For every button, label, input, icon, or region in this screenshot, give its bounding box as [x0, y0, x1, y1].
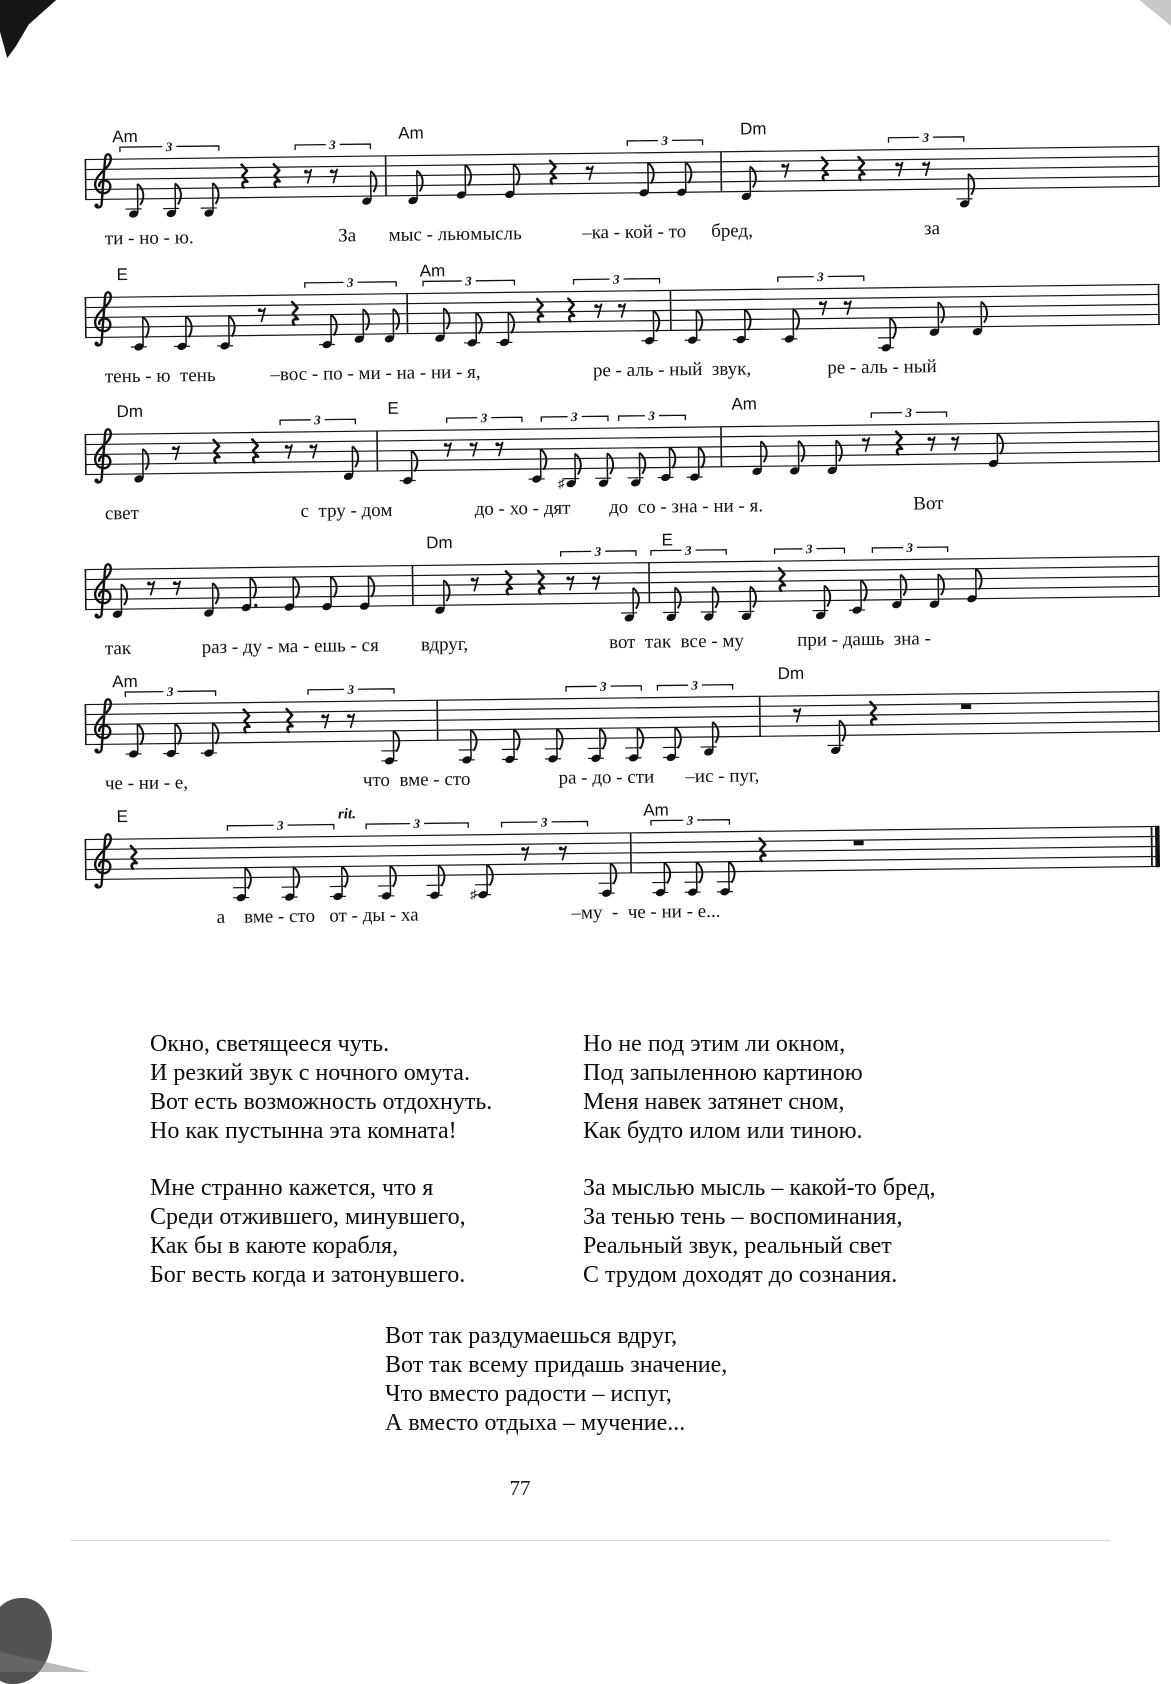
eighth-note — [652, 862, 670, 897]
lyric-syllable: мыс - лью — [389, 224, 471, 247]
chord-label: Dm — [778, 664, 805, 683]
lyric-syllable: свет — [105, 503, 139, 525]
poem-line: Вот так раздумаешься вдруг, — [385, 1322, 727, 1351]
eighth-note — [125, 724, 143, 759]
lyric-syllable: мысль — [470, 223, 522, 246]
triplet-numeral: 3 — [328, 137, 336, 152]
staff-line — [85, 186, 1160, 199]
triplet-bracket — [778, 269, 864, 285]
staff-line — [85, 586, 1160, 599]
lyric-syllable: Вот — [913, 493, 944, 515]
staff-line — [85, 566, 1160, 579]
eighth-note — [496, 312, 514, 347]
poem-line: С трудом доходят до сознания. — [583, 1261, 936, 1290]
page-number: 77 — [460, 1476, 580, 1501]
staff-system-3 — [84, 391, 1161, 539]
staff-system-4 — [84, 526, 1161, 674]
poem-line: Вот так всему придашь значение, — [385, 1351, 727, 1380]
staff-line — [85, 441, 1160, 454]
lyric-syllable: тень - ю тень — [105, 365, 216, 388]
eighth-note — [281, 867, 299, 902]
scan-artifact-top-right — [1126, 0, 1171, 26]
staff-system-5 — [84, 661, 1161, 809]
staff-line — [85, 836, 1160, 849]
triplet-bracket — [566, 678, 641, 694]
staff-system-2 — [84, 254, 1161, 402]
triplet-numeral: 3 — [684, 543, 692, 558]
chord-label: Dm — [116, 402, 143, 421]
half-rest — [961, 704, 971, 709]
triplet-numeral: 3 — [922, 130, 930, 145]
triplet-bracket — [774, 541, 844, 557]
poem-stanza — [583, 1174, 936, 1290]
triplet-bracket — [872, 540, 947, 556]
staff-line — [85, 576, 1160, 589]
eighth-note — [200, 723, 218, 758]
lyric-syllable: ти - но - ю. — [105, 227, 194, 250]
chord-label: Am — [731, 394, 757, 413]
poem-line: За тенью тень – воспоминания, — [583, 1203, 936, 1232]
triplet-numeral: 3 — [905, 540, 913, 555]
lyric-syllable: –му - че - ни - е... — [571, 901, 720, 925]
eighth-note — [378, 866, 396, 901]
eighth-note — [717, 862, 735, 897]
chord-label: Dm — [426, 533, 453, 552]
staff-line — [85, 826, 1160, 839]
staff-line — [85, 556, 1160, 569]
eighth-note — [686, 447, 704, 482]
sharp-accidental-icon: ♯ — [470, 887, 477, 902]
eighth-note — [217, 316, 235, 351]
final-barline-thick — [1155, 826, 1160, 867]
poem-line: Под запыленною картиною — [583, 1059, 936, 1088]
lyric-syllable: так — [105, 638, 131, 660]
triplet-bracket — [541, 409, 608, 425]
lyric-syllable: че - ни - е, — [105, 772, 188, 795]
triplet-bracket — [573, 271, 659, 287]
triplet-bracket — [366, 815, 468, 831]
lyric-syllable: до - хо - дят — [475, 498, 571, 521]
lyric-syllable: –ка - кой - то — [582, 221, 686, 244]
triplet-bracket — [227, 817, 334, 833]
triplet-bracket — [447, 410, 522, 426]
triplet-numeral: 3 — [690, 678, 698, 693]
triplet-numeral: 3 — [660, 133, 668, 148]
eighth-note — [381, 731, 399, 766]
triplet-numeral: 3 — [612, 272, 620, 287]
triplet-bracket — [280, 412, 355, 428]
poem-line: Окно, светящееся чуть. — [150, 1030, 492, 1059]
eighth-note — [464, 313, 482, 348]
triplet-numeral: 3 — [805, 541, 813, 556]
augmentation-dot — [254, 604, 257, 607]
triplet-numeral: 3 — [166, 684, 174, 699]
eighth-note — [641, 311, 659, 346]
eighth-note — [545, 729, 563, 764]
lyric-syllable: за — [924, 218, 940, 240]
eighth-note — [684, 862, 702, 897]
eighth-note — [163, 723, 181, 758]
scan-edge-line — [70, 1540, 1110, 1541]
lyric-syllable: вдруг, — [421, 634, 469, 657]
lyric-syllable: –вос - по - ми - на - ни - я, — [270, 362, 480, 387]
eighth-note — [459, 730, 477, 765]
sharp-accidental-icon: ♯ — [558, 476, 565, 491]
lyric-syllable: при - дашь зна - — [797, 628, 931, 652]
poem-line: Что вместо радости – испуг, — [385, 1380, 727, 1409]
eighth-note — [330, 866, 348, 901]
poem-line: Среди отжившего, минувшего, — [150, 1203, 492, 1232]
staff-line — [85, 691, 1160, 704]
triplet-bracket — [619, 408, 686, 424]
poem-line: Мне странно кажется, что я — [150, 1174, 492, 1203]
lyric-syllable: что вме - сто — [363, 769, 471, 792]
poem-line: Как бы в каюте корабля, — [150, 1232, 492, 1261]
poem-line: Вот есть возможность отдохнуть. — [150, 1088, 492, 1117]
triplet-numeral: 3 — [313, 412, 321, 427]
triplet-bracket — [295, 137, 370, 153]
chord-label: E — [116, 265, 128, 284]
triplet-numeral: 3 — [599, 679, 607, 694]
eighth-note — [502, 729, 520, 764]
eighth-note — [684, 310, 702, 345]
eighth-note — [426, 865, 444, 900]
eighth-note — [470, 865, 493, 902]
chord-label: Am — [420, 261, 446, 280]
triplet-bracket — [627, 133, 702, 149]
staff-line — [85, 146, 1160, 159]
staff-line — [85, 284, 1160, 297]
lyric-syllable: а вме - сто от - ды - ха — [217, 904, 419, 928]
lyric-syllable: ре - аль - ный — [827, 356, 937, 379]
staff-line — [85, 176, 1160, 189]
staff-line — [85, 421, 1160, 434]
eighth-note — [849, 580, 867, 615]
triplet-numeral: 3 — [540, 814, 548, 829]
triplet-numeral: 3 — [594, 544, 602, 559]
eighth-note — [319, 314, 337, 349]
eighth-note — [598, 863, 616, 898]
lyric-syllable: ре - аль - ный звук, — [593, 358, 752, 382]
poem-column-left — [150, 1030, 492, 1318]
triplet-bracket — [308, 681, 394, 697]
eighth-note — [781, 309, 799, 344]
eighth-note — [131, 317, 149, 352]
staff-system-6 — [84, 796, 1161, 944]
triplet-numeral: 3 — [346, 275, 354, 290]
triplet-bracket — [657, 677, 732, 693]
lyric-syllable: За — [338, 225, 356, 247]
poem-line: За мыслью мысль – какой-то бред, — [583, 1174, 936, 1203]
staff-line — [85, 846, 1160, 859]
poem-line: Но как пустынна эта комната! — [150, 1117, 492, 1146]
eighth-note — [233, 868, 251, 903]
staff-system-1 — [84, 116, 1161, 264]
chord-label: Am — [398, 123, 424, 142]
poem-stanza — [583, 1030, 936, 1146]
chord-label: Dm — [740, 119, 767, 138]
triplet-numeral: 3 — [346, 682, 354, 697]
chord-label: E — [387, 399, 399, 418]
triplet-bracket — [501, 814, 587, 830]
staff-line — [85, 294, 1160, 307]
poem-line: Меня навек затянет сном, — [583, 1088, 936, 1117]
lyric-syllable: бред, — [711, 220, 753, 243]
chord-label: Am — [112, 672, 138, 691]
triplet-bracket — [561, 543, 636, 559]
eighth-note — [663, 727, 681, 762]
eighth-note — [399, 451, 417, 486]
tempo-marking: rit. — [338, 806, 356, 822]
lyric-syllable: –ис - пуг, — [685, 765, 759, 788]
triplet-numeral: 3 — [686, 813, 694, 828]
triplet-bracket — [305, 274, 397, 290]
eighth-note — [528, 449, 546, 484]
triplet-numeral: 3 — [904, 405, 912, 420]
triplet-numeral: 3 — [570, 409, 578, 424]
eighth-note — [588, 728, 606, 763]
triplet-numeral: 3 — [165, 139, 173, 154]
staff-line — [85, 451, 1160, 464]
scan-artifact-top-left — [0, 0, 72, 58]
triplet-numeral: 3 — [464, 273, 472, 288]
triplet-bracket — [888, 129, 963, 145]
chord-label: Am — [112, 127, 138, 146]
poem-line: Но не под этим ли окном, — [583, 1030, 936, 1059]
poem-line: Бог весть когда и затонувшего. — [150, 1261, 492, 1290]
lyric-syllable: до со - зна - ни - я. — [609, 495, 763, 519]
staff-line — [85, 156, 1160, 169]
triplet-numeral: 3 — [276, 818, 284, 833]
lyric-syllable: раз - ду - ма - ешь - ся — [202, 635, 379, 659]
poem-line: А вместо отдыха – мучение... — [385, 1409, 727, 1438]
triplet-numeral: 3 — [413, 816, 421, 831]
triplet-numeral: 3 — [647, 408, 655, 423]
eighth-note — [657, 447, 675, 482]
eighth-note — [733, 309, 751, 344]
triplet-numeral: 3 — [816, 269, 824, 284]
triplet-numeral: 3 — [480, 410, 488, 425]
poem-line: Как будто илом или тиною. — [583, 1117, 936, 1146]
poem-line: Реальный звук, реальный свет — [583, 1232, 936, 1261]
eighth-note — [625, 728, 643, 763]
chord-label: E — [661, 530, 673, 549]
poem-column-right — [583, 1030, 936, 1318]
poem-stanza — [150, 1030, 492, 1146]
poem-stanza — [150, 1174, 492, 1290]
eighth-note — [878, 318, 896, 353]
lyric-syllable: вот так все - му — [609, 631, 744, 655]
half-rest — [854, 841, 864, 846]
triplet-bracket — [125, 683, 215, 699]
eighth-note — [174, 316, 192, 351]
lyric-syllable: ра - до - сти — [558, 767, 654, 790]
chord-label: Am — [643, 800, 669, 819]
poem-line: И резкий звук с ночного омута. — [150, 1059, 492, 1088]
triplet-bracket — [871, 405, 946, 421]
poem-center-stanza — [385, 1322, 727, 1438]
chord-label: E — [116, 807, 128, 826]
staff-line — [85, 324, 1160, 337]
lyric-syllable: с тру - дом — [300, 500, 392, 523]
staff-line — [85, 461, 1160, 474]
